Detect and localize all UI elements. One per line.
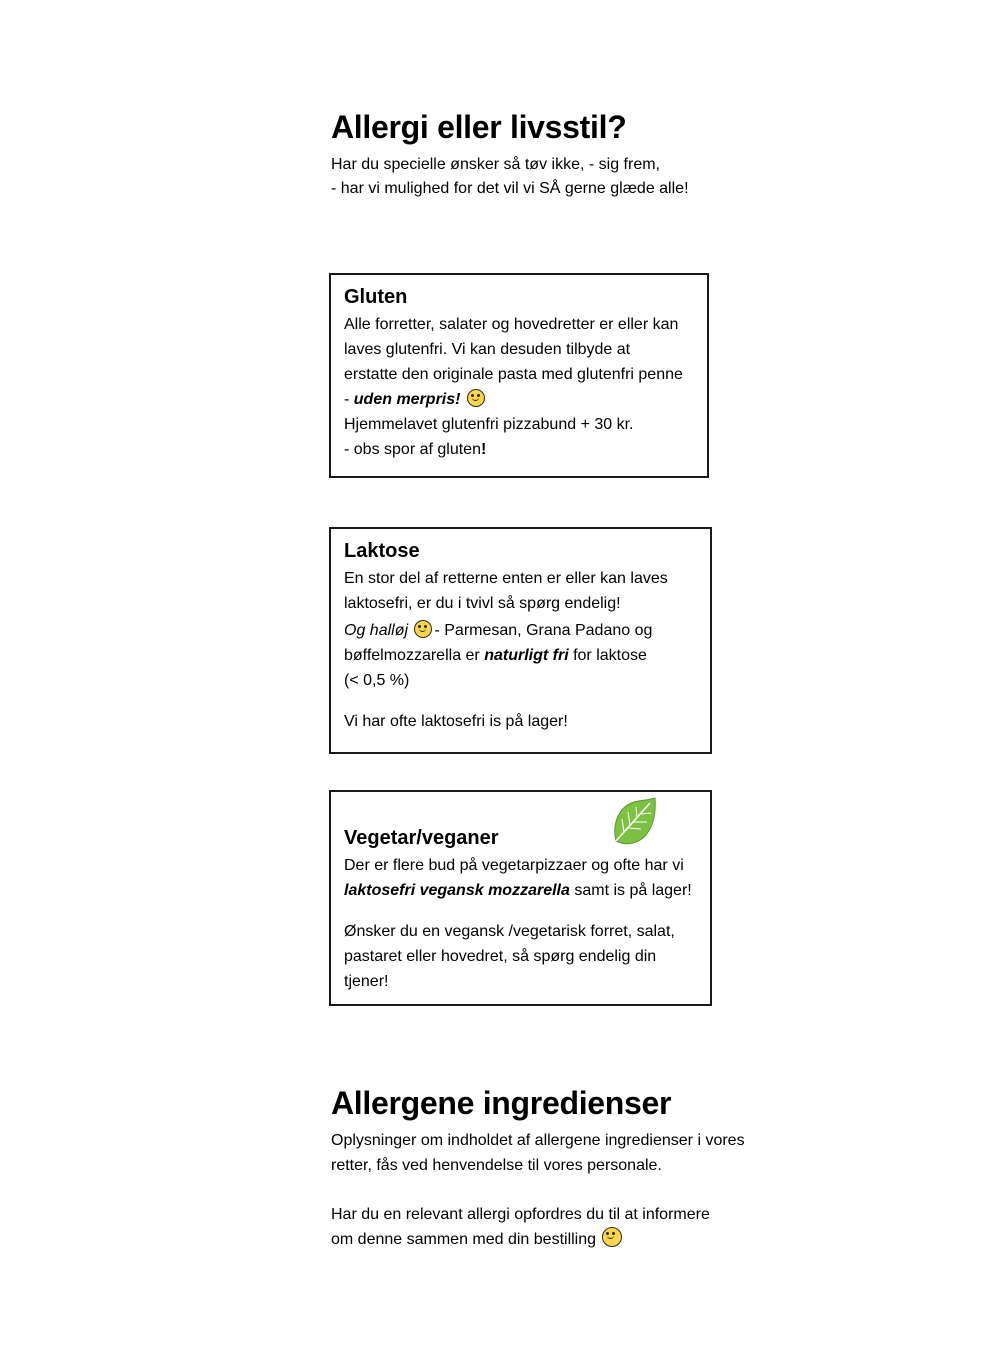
vegetar-line-2-suffix: samt is på lager!	[569, 882, 692, 899]
laktose-line-2: laktosefri, er du i tvivl så spørg endelig!	[344, 595, 621, 612]
gluten-box	[329, 273, 709, 478]
vegetar-text	[344, 853, 697, 994]
gluten-line-6	[344, 437, 694, 462]
vegetar-box	[329, 790, 712, 1006]
laktose-line-1: En stor del af retterne enten er eller kan laves	[344, 570, 668, 587]
gluten-line-3: erstatte den originale pasta med glutenfri penne	[344, 366, 683, 383]
allergens-title: Allergene ingredienser	[331, 1085, 672, 1121]
page-title: Allergi eller livsstil?	[331, 109, 627, 145]
gluten-no-extra-charge: uden merpris!	[353, 391, 461, 408]
allergens-p2-line-2-text: om denne sammen med din bestilling	[331, 1231, 597, 1248]
laktose-title: Laktose	[344, 540, 420, 562]
gluten-line-1: Alle forretter, salater og hovedretter er eller kan	[344, 316, 679, 333]
allergens-p1-line-1: Oplysninger om indholdet af allergene ingredienser i vores	[331, 1132, 745, 1149]
laktose-line-4-prefix: bøffelmozzarella er	[344, 647, 485, 664]
smiley-icon	[602, 1227, 622, 1247]
leaf-icon	[610, 797, 658, 847]
laktose-line-3-rest: - Parmesan, Grana Padano og	[434, 622, 653, 639]
gluten-line-4-prefix: -	[344, 391, 354, 408]
gluten-title: Gluten	[344, 286, 408, 308]
gluten-line-4	[344, 387, 694, 412]
vegetar-line-5: tjener!	[344, 973, 389, 990]
gluten-line-5: Hjemmelavet glutenfri pizzabund + 30 kr.	[344, 416, 634, 433]
intro-text	[331, 153, 689, 201]
allergens-p2-line-1: Har du en relevant allergi opfordres du til at informere	[331, 1206, 710, 1223]
laktose-box	[329, 527, 712, 754]
intro-line-2: - har vi mulighed for det vil vi SÅ gerne glæde alle!	[331, 180, 689, 197]
laktose-line-3	[344, 618, 697, 643]
vegetar-line-1: Der er flere bud på vegetarpizzaer og ofte har vi	[344, 857, 684, 874]
allergens-p1-line-2: retter, fås ved henvendelse til vores personale.	[331, 1157, 662, 1174]
vegetar-line-3: Ønsker du en vegansk /vegetarisk forret, salat,	[344, 923, 675, 940]
laktose-line-6: Vi har ofte laktosefri is på lager!	[344, 713, 568, 730]
gluten-line-2: laves glutenfri. Vi kan desuden tilbyde at	[344, 341, 631, 358]
gluten-line-6-exclaim: !	[480, 441, 487, 458]
laktose-hello: Og halløj	[344, 622, 409, 639]
laktose-text	[344, 566, 697, 734]
allergens-p2-line-2	[331, 1227, 710, 1252]
gluten-line-6-text: - obs spor af gluten	[344, 441, 481, 458]
vegetar-title: Vegetar/veganer	[344, 827, 499, 849]
smiley-icon	[414, 620, 432, 638]
laktose-line-4	[344, 643, 697, 668]
laktose-line-4-suffix: for laktose	[568, 647, 647, 664]
laktose-naturally-free: naturligt fri	[484, 647, 569, 664]
vegetar-line-4: pastaret eller hovedret, så spørg endelig din	[344, 948, 657, 965]
allergens-paragraph-1	[331, 1128, 745, 1178]
intro-line-1: Har du specielle ønsker så tøv ikke, - sig frem,	[331, 156, 660, 173]
smiley-icon	[467, 389, 485, 407]
vegetar-vegan-mozzarella: laktosefri vegansk mozzarella	[344, 882, 570, 899]
vegetar-line-2	[344, 878, 697, 903]
laktose-line-5: (< 0,5 %)	[344, 672, 410, 689]
allergens-paragraph-2	[331, 1202, 710, 1252]
gluten-text	[344, 312, 694, 462]
